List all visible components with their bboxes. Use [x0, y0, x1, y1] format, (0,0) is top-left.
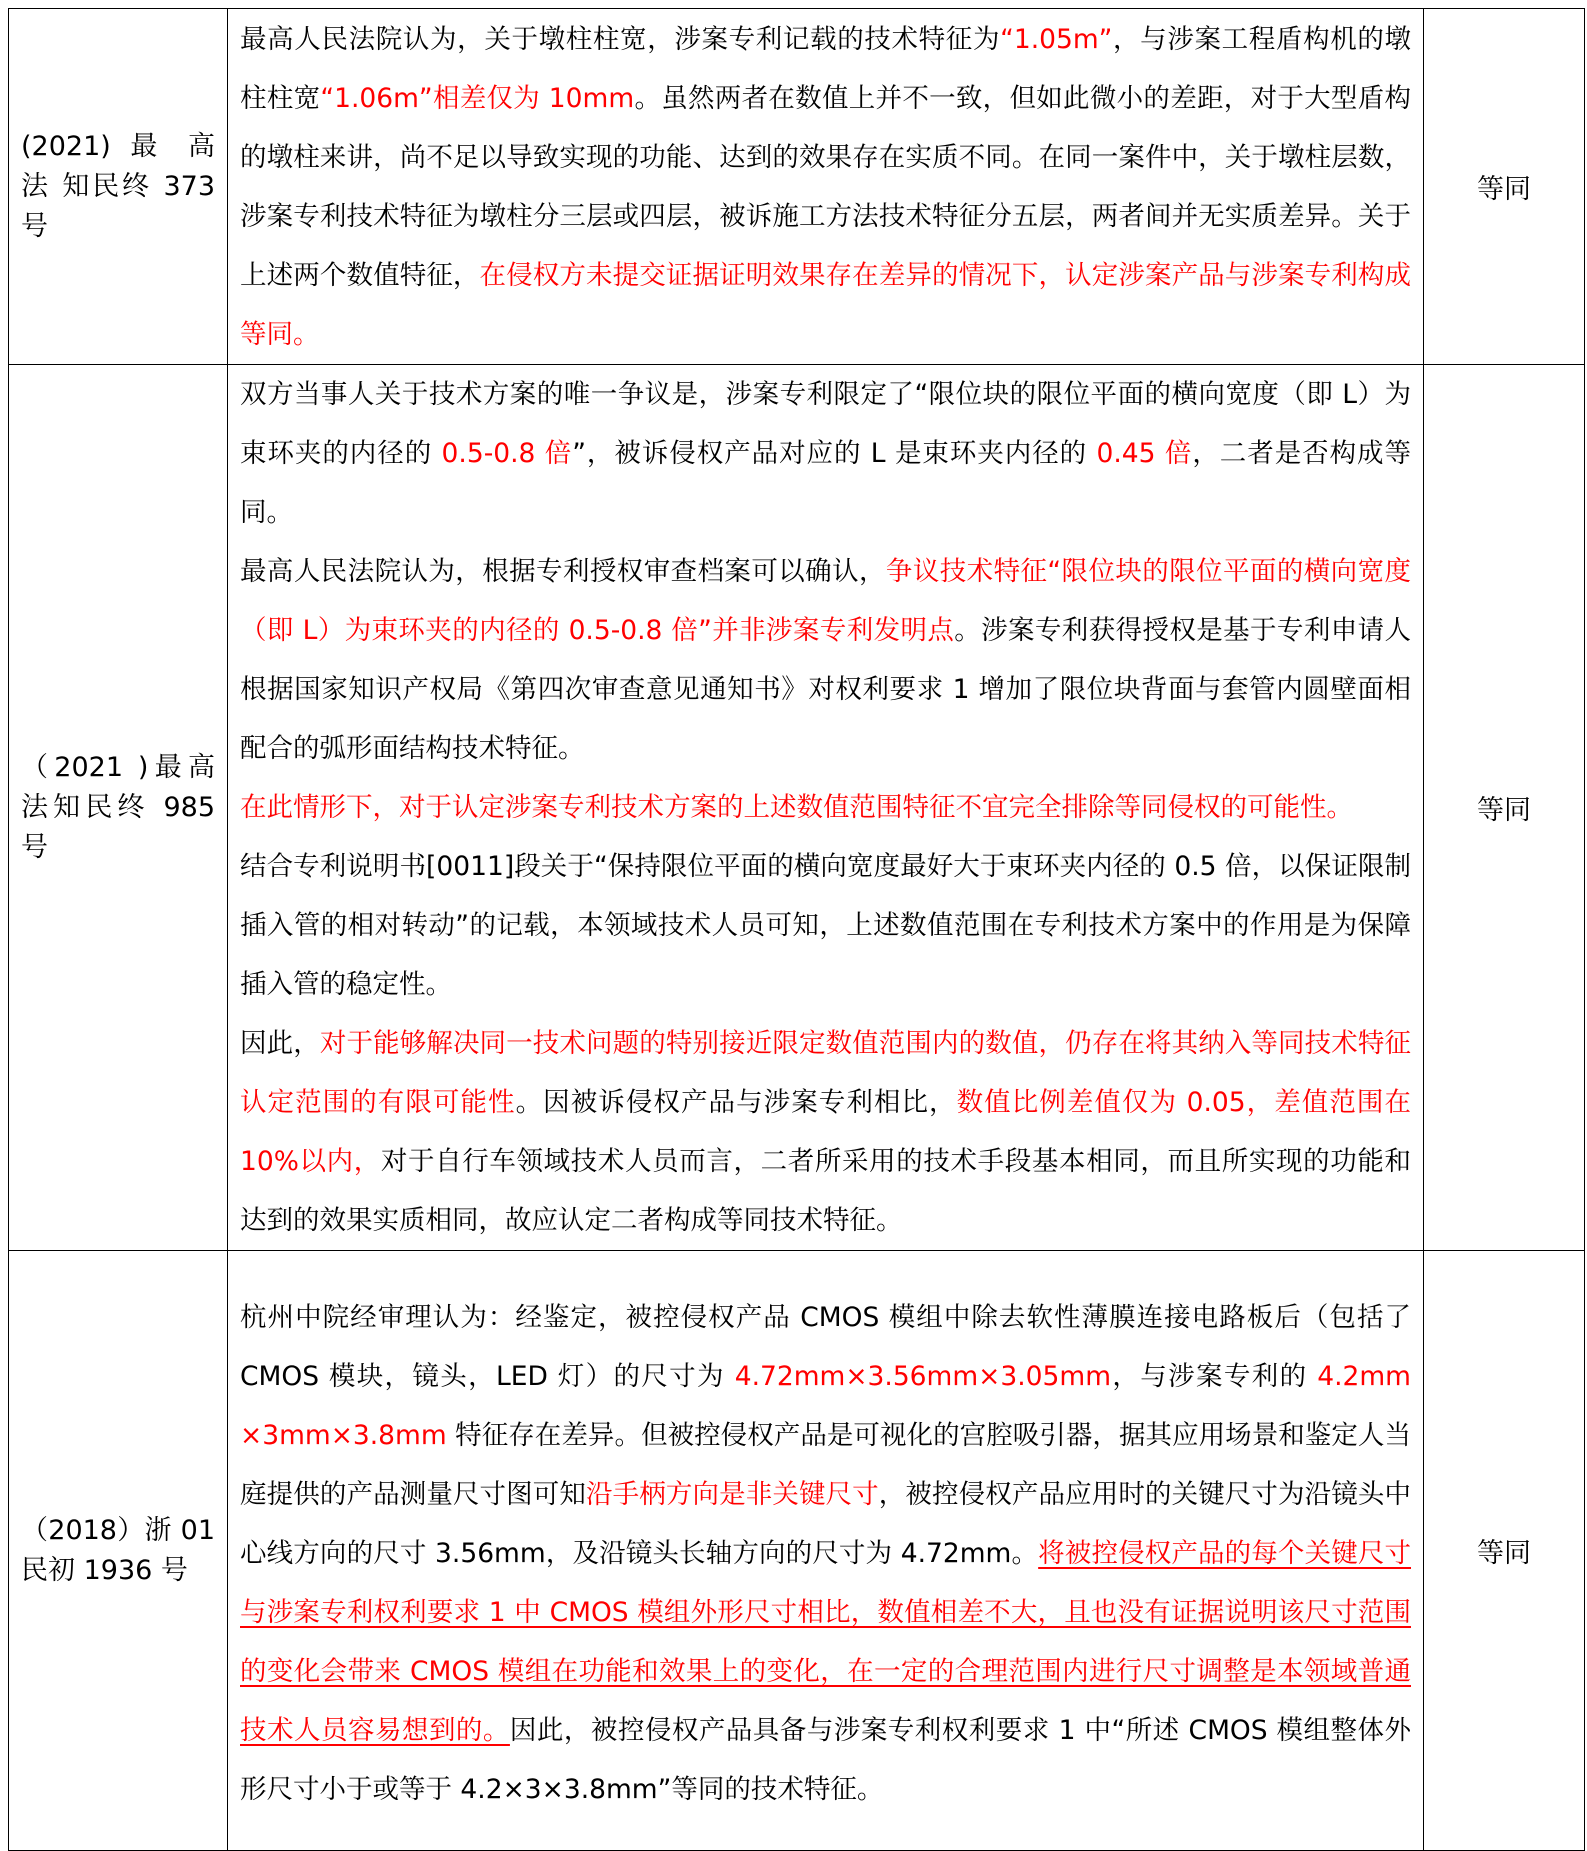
highlighted-text: “1.06m”相差仅为 10mm — [320, 83, 635, 114]
text-segment: 特征存在差异。但被控侵权产品是可视化的宫腔吸引器，据其应用场景和鉴定人当庭提供的产品测量尺寸图可知 — [240, 1420, 1411, 1510]
highlighted-text: 争议技术特征“限位块的限位平面的横向宽度（即 L）为束环夹的内径的 0.5-0.8 倍”并非涉案专利发明点 — [240, 556, 1412, 646]
text-segment: ”，被诉侵权产品对应的 L 是束环夹内径的 — [572, 438, 1097, 469]
case-number: （2021 )最高法知民终 985 号 — [21, 751, 215, 863]
court-reasoning-cell — [228, 365, 1424, 1251]
reasoning-paragraph: 在此情形下，对于认定涉案专利技术方案的上述数值范围特征不宜完全排除等同侵权的可能性。 — [240, 792, 1353, 823]
case-number-cell — [9, 1251, 228, 1851]
highlighted-text: “1.05m” — [1000, 24, 1113, 55]
highlighted-text: 4.2mm ×3mm×3.8mm — [240, 1361, 1411, 1451]
case-number-cell — [9, 9, 228, 365]
highlighted-text: 0.45 倍 — [1096, 438, 1193, 469]
case-number: （2018）浙 01 民初 1936 号 — [21, 1514, 215, 1586]
result-label: 等同 — [1477, 1538, 1531, 1569]
result-label: 等同 — [1477, 174, 1531, 205]
text-segment: ，与涉案工程盾构机的墩柱柱宽 — [240, 24, 1412, 114]
reasoning-paragraph — [240, 365, 1411, 542]
highlighted-text: 对于能够解决同一技术问题的特别接近限定数值范围内的数值，仍存在将其纳入等同技术特征认定范围的有限可能性 — [240, 1028, 1412, 1118]
case-number-cell — [9, 365, 228, 1251]
text-segment: 最高人民法院认为，根据专利授权审查档案可以确认， — [240, 556, 886, 587]
underlined-highlighted-text: 将被控侵权产品的每个关键尺寸与涉案专利权利要求 1 中 CMOS 模组外形尺寸相比，数值相差不大，且也没有证据说明该尺寸范围的变化会带来 CMOS 模组在功能和效果上的变化，在一定的合理范围内进行尺寸调整是本领域普通技术人员容易想到的。 — [240, 1538, 1411, 1746]
text-segment: 最高人民法院认为，关于墩柱柱宽，涉案专利记载的技术特征为 — [240, 24, 1001, 55]
text-segment: 因此， — [240, 1028, 320, 1059]
result-cell — [1424, 1251, 1585, 1851]
reasoning-paragraph — [240, 542, 1411, 778]
result-label: 等同 — [1477, 795, 1531, 826]
case-number: (2021) 最 高 法 知民终 373 号 — [21, 130, 215, 242]
result-cell — [1424, 365, 1585, 1251]
table-row — [9, 365, 1585, 1251]
text-segment: 因此，被控侵权产品具备与涉案专利权利要求 1 中“所述 CMOS 模组整体外形尺寸小于或等于 4.2×3×3.8mm”等同的技术特征。 — [240, 1715, 1411, 1805]
text-segment: 。虽然两者在数值上并不一致，但如此微小的差距，对于大型盾构的墩柱来讲，尚不足以导致实现的功能、达到的效果存在实质不同。在同一案件中，关于墩柱层数，涉案专利技术特征为墩柱分三层或四层，被诉施工方法技术特征分五层，两者间并无实质差异。关于上述两个数值特征， — [240, 83, 1412, 291]
case-table — [8, 8, 1585, 1851]
court-reasoning-cell — [228, 9, 1424, 365]
text-segment: ，二者是否构成等同。 — [240, 438, 1412, 528]
highlighted-text: 数值比例差值仅为 0.05，差值范围在 10%以内， — [240, 1087, 1411, 1177]
text-segment: 杭州中院经审理认为：经鉴定，被控侵权产品 CMOS 模组中除去软性薄膜连接电路板后（包括了 CMOS 模块，镜头，LED 灯）的尺寸为 — [240, 1302, 1411, 1392]
text-segment: ，被控侵权产品应用时的关键尺寸为沿镜头中心线方向的尺寸 3.56mm，及沿镜头长轴方向的尺寸为 4.72mm。 — [240, 1479, 1412, 1569]
highlighted-text: 沿手柄方向是非关键尺寸 — [586, 1479, 879, 1510]
text-segment: 。涉案专利获得授权是基于专利申请人根据国家知识产权局《第四次审查意见通知书》对权利要求 1 增加了限位块背面与套管内圆壁面相配合的弧形面结构技术特征。 — [240, 615, 1411, 764]
highlighted-text: 0.5-0.8 倍 — [441, 438, 573, 469]
highlighted-text: 在侵权方未提交证据证明效果存在差异的情况下，认定涉案产品与涉案专利构成等同。 — [240, 260, 1411, 350]
reasoning-paragraph — [240, 1288, 1411, 1819]
reasoning-paragraph — [240, 1014, 1411, 1250]
text-segment: 双方当事人关于技术方案的唯一争议是，涉案专利限定了“限位块的限位平面的横向宽度（即 L）为束环夹的内径的 — [240, 379, 1411, 469]
text-segment: 对于自行车领域技术人员而言，二者所采用的技术手段基本相同，而且所实现的功能和达到的效果实质相同，故应认定二者构成等同技术特征。 — [240, 1146, 1412, 1236]
result-cell — [1424, 9, 1585, 365]
reasoning-paragraph: 结合专利说明书[0011]段关于“保持限位平面的横向宽度最好大于束环夹内径的 0.5 倍，以保证限制插入管的相对转动”的记载，本领域技术人员可知，上述数值范围在专利技术方案中的作用是为保障插入管的稳定性。 — [240, 851, 1411, 1000]
text-segment: ，与涉案专利的 — [1111, 1361, 1318, 1392]
table-row — [9, 9, 1585, 365]
court-reasoning-cell — [228, 1251, 1424, 1851]
reasoning-paragraph — [240, 10, 1411, 364]
table-row — [9, 1251, 1585, 1851]
highlighted-text: 4.72mm×3.56mm×3.05mm — [734, 1361, 1112, 1392]
text-segment: 。因被诉侵权产品与涉案专利相比， — [515, 1087, 957, 1118]
